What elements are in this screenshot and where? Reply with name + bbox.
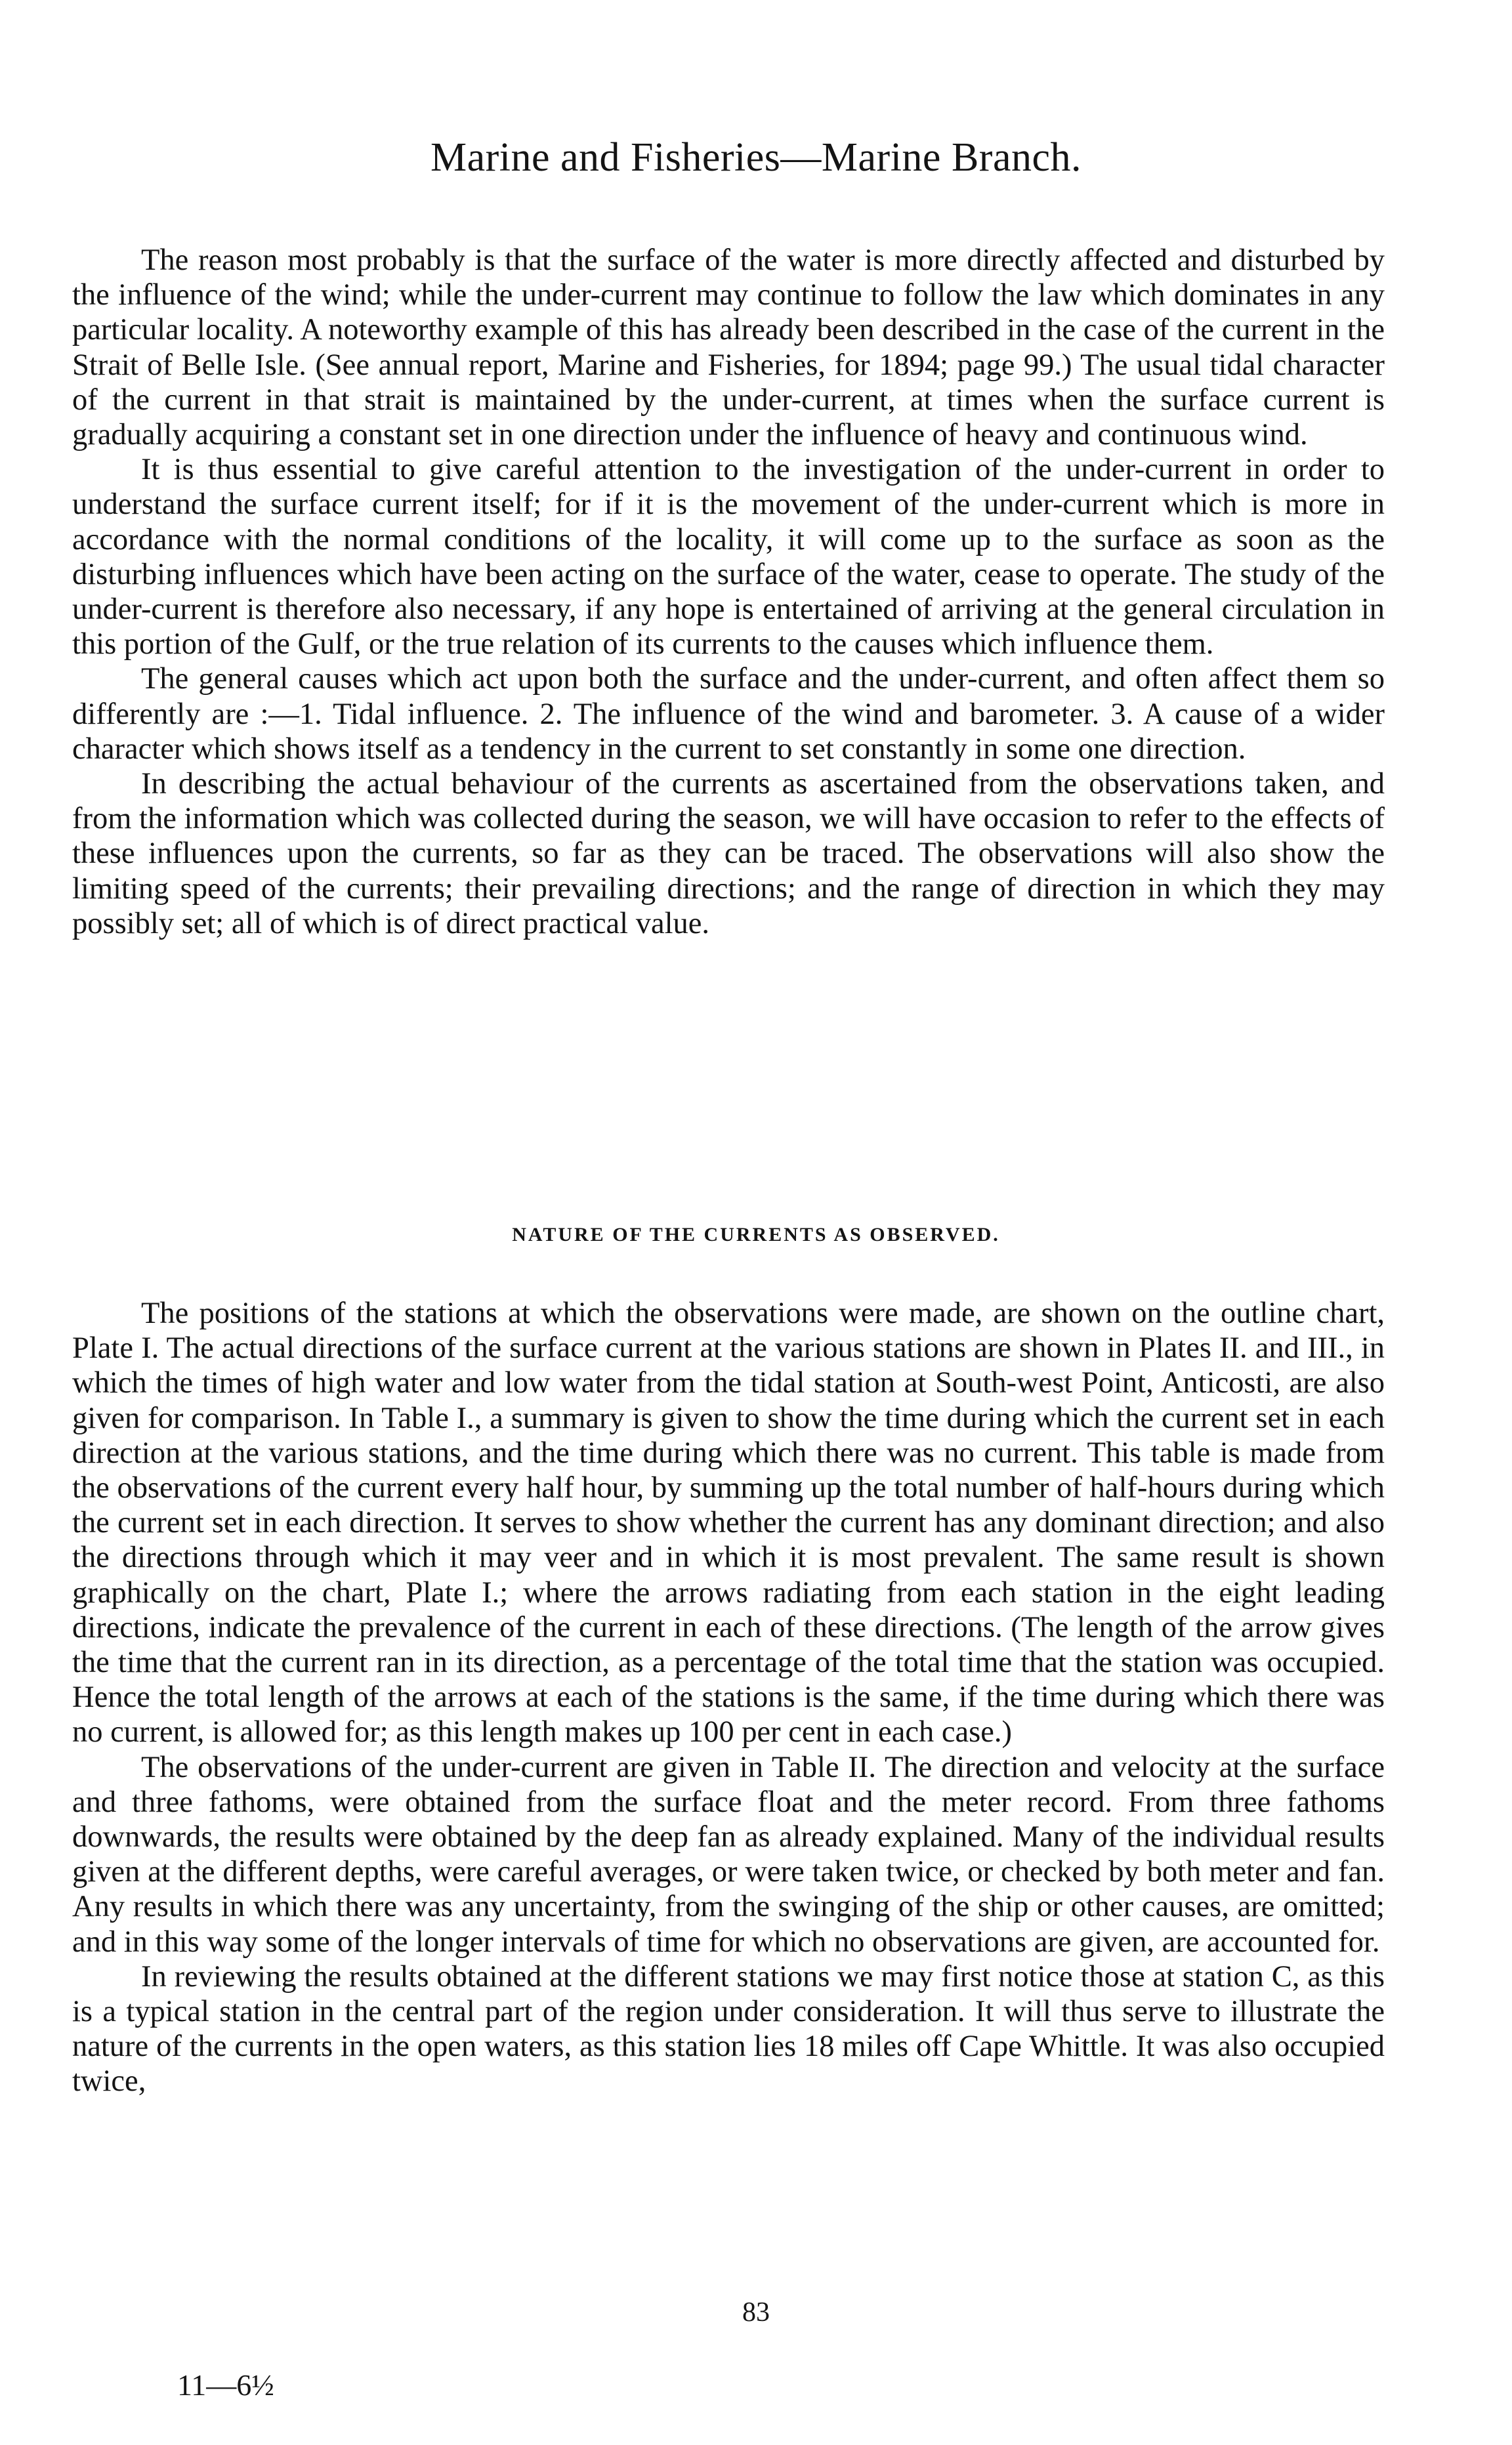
running-title: Marine and Fisheries—Marine Branch. xyxy=(430,135,1082,180)
paragraph: It is thus essential to give careful attention to the investigation of the under-current in order to understand the surface current itself; for if it is the movement of the under-current which is more in accordance with the normal conditions of the locality, it will come up to the surface as soon as the disturbing influences which have been acting on the surface of the water, cease to operate. The study of the under-current is therefore also necessary, if any hope is entertained of arriving at the general circulation in this portion of the Gulf, or the true relation of its currents to the causes which influence them. xyxy=(72,453,1385,661)
signature-mark: 11—6½ xyxy=(177,2368,274,2402)
paragraph: The positions of the stations at which the observations were made, are shown on the outline chart, Plate I. The actual directions of the surface current at the various stations are shown in Plates II. and III., in which the times of high water and low water from the tidal station at South-west Point, Anticosti, are also given for comparison. In Table I., a summary is given to show the time during which the current set in each direction at the various stations, and the time during which there was no current. This table is made from the observations of the current every half hour, by summing up the total number of half-hours during which the current set in each direction. It serves to show whether the current has any dominant direction; and also the directions through which it may veer and in which it is most prevalent. The same result is shown graphically on the chart, Plate I.; where the arrows radiating from each station in the eight leading directions, indicate the prevalence of the current in each of these directions. (The length of the arrow gives the time that the current ran in its direction, as a percentage of the total time that the station was occupied. Hence the total length of the arrows at each of the stations is the same, if the time during which there was no current, is allowed for; as this length makes up 100 per cent in each case.) xyxy=(72,1297,1385,1749)
page-number: 83 xyxy=(742,2297,770,2328)
paragraph: In describing the actual behaviour of the currents as ascertained from the observations taken, and from the information which was collected during the season, we will have occasion to refer to the effects of these influences upon the currents, so far as they can be traced. The observations will also show the limiting speed of the currents; their prevailing directions; and the range of direction in which they may possibly set; all of which is of direct practical value. xyxy=(72,767,1385,940)
paragraph: The observations of the under-current are given in Table II. The direction and velocity at the surface and three fathoms, were obtained from the surface float and the meter record. From three fathoms downwards, the results were obtained by the deep fan as already explained. Many of the individual results given at the different depths, were careful averages, or were taken twice, or checked by both meter and fan. Any results in which there was any uncertainty, from the swinging of the ship or other causes, are omitted; and in this way some of the longer intervals of time for which no observations are given, are accounted for. xyxy=(72,1750,1385,1959)
paragraph: The general causes which act upon both the surface and the under-current, and often affect them so differently are :—1. Tidal influence. 2. The influence of the wind and barometer. 3. A cause of a wider character which shows itself as a tendency in the current to set constantly in some one direction. xyxy=(72,662,1385,766)
section-heading: NATURE OF THE CURRENTS AS OBSERVED. xyxy=(512,1224,1000,1245)
paragraph: The reason most probably is that the surface of the water is more directly affected and disturbed by the influence of the wind; while the under-current may continue to follow the law which dominates in any particular locality. A noteworthy example of this has already been described in the case of the current in the Strait of Belle Isle. (See annual report, Marine and Fisheries, for 1894; page 99.) The usual tidal character of the current in that strait is maintained by the under-current, at times when the surface current is gradually acquiring a constant set in one direction under the influence of heavy and continuous wind. xyxy=(72,243,1385,452)
section-text-block xyxy=(72,1296,1385,2099)
intro-text-block xyxy=(72,243,1385,941)
paragraph: In reviewing the results obtained at the different stations we may first notice those at station C, as this is a typical station in the central part of the region under consideration. It will thus serve to illustrate the nature of the currents in the open waters, as this station lies 18 miles off Cape Whittle. It was also occupied twice, xyxy=(72,1959,1385,2099)
